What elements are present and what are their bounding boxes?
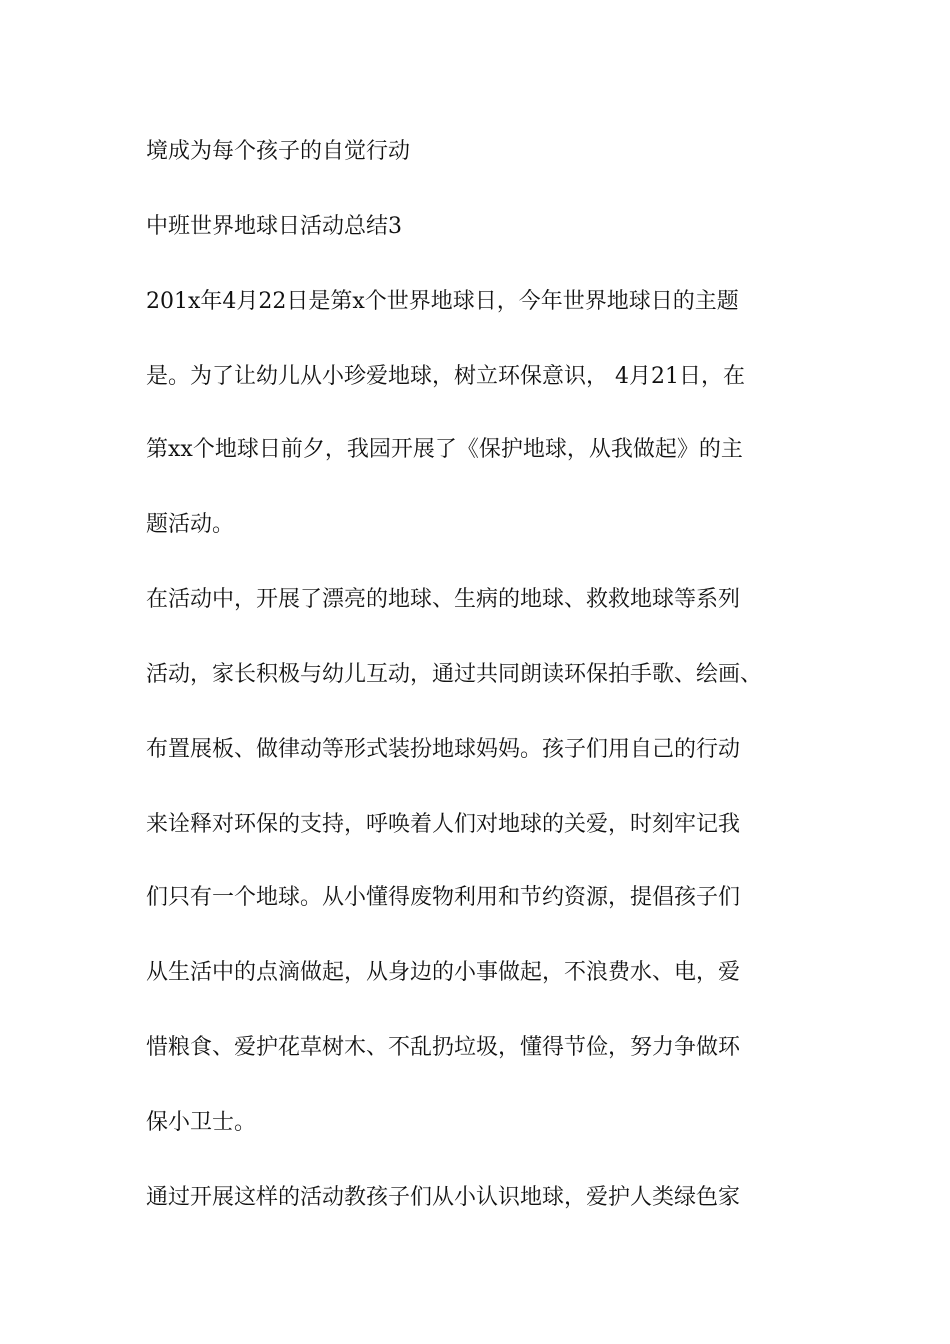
text-line: 题活动。 (146, 512, 235, 537)
text-line: 活动，家长积极与幼儿互动，通过共同朗读环保拍手歌、绘画、 (146, 662, 763, 687)
text-line: 布置展板、做律动等形式装扮地球妈妈。孩子们用自己的行动 (146, 737, 741, 762)
text-line: 第xx个地球日前夕，我园开展了《保护地球，从我做起》的主 (146, 437, 743, 462)
text-line: 惜粮食、爱护花草树木、不乱扔垃圾，懂得节俭，努力争做环 (146, 1035, 741, 1060)
text-line: 从生活中的点滴做起，从身边的小事做起，不浪费水、电，爱 (146, 960, 741, 985)
text-line: 保小卫士。 (146, 1110, 257, 1135)
text-line: 来诠释对环保的支持，呼唤着人们对地球的关爱，时刻牢记我 (146, 812, 741, 837)
text-line: 们只有一个地球。从小懂得废物利用和节约资源，提倡孩子们 (146, 885, 741, 910)
text-line: 通过开展这样的活动教孩子们从小认识地球，爱护人类绿色家 (146, 1185, 741, 1210)
text-line: 境成为每个孩子的自觉行动 (146, 139, 411, 164)
text-line: 在活动中，开展了漂亮的地球、生病的地球、救救地球等系列 (146, 587, 741, 612)
text-line: 是。为了让幼儿从小珍爱地球，树立环保意识， 4月21日，在 (146, 364, 745, 389)
section-heading: 中班世界地球日活动总结3 (146, 214, 402, 239)
text-line: 201x年4月22日是第x个世界地球日，今年世界地球日的主题 (146, 289, 739, 314)
